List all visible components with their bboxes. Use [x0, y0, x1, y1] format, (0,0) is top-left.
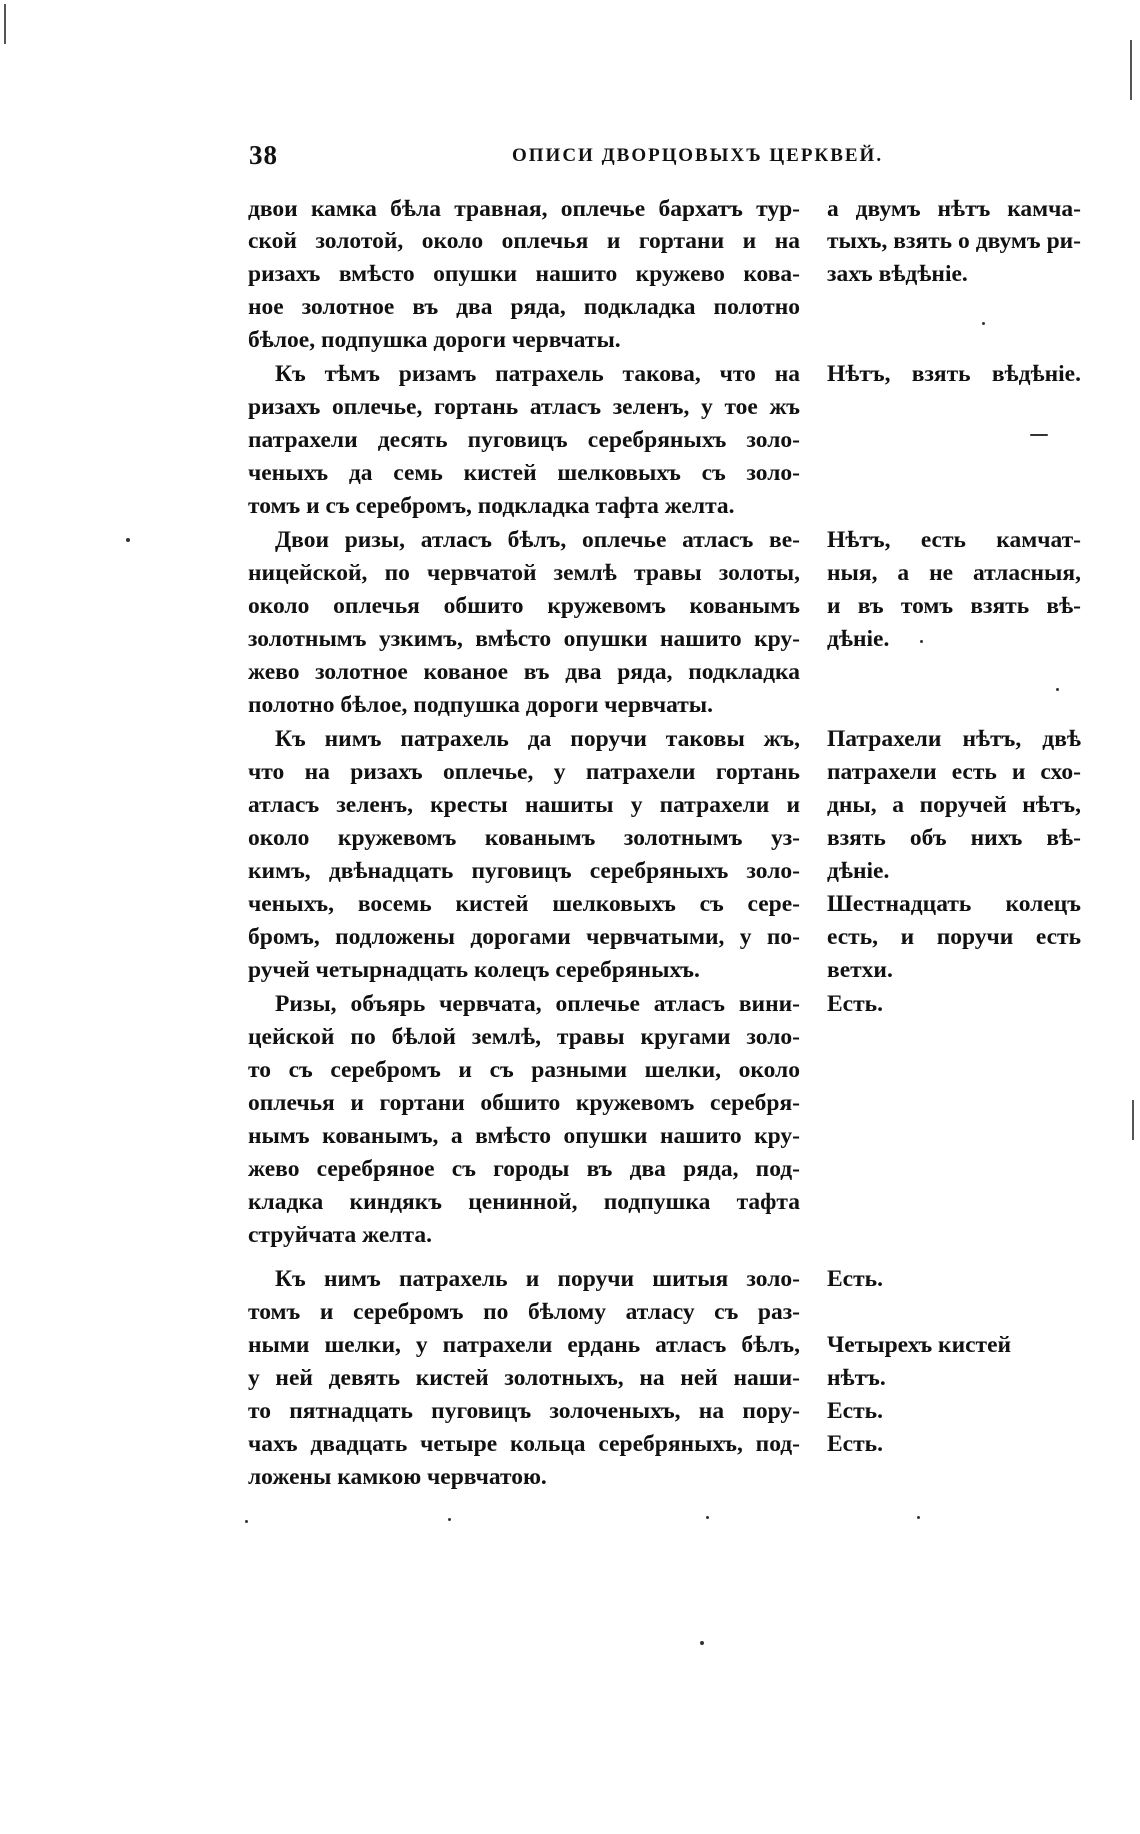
main-text-line: Къ нимъ патрахель и поручи шитыя золо-	[275, 1266, 800, 1292]
scan-speck	[917, 1516, 920, 1519]
main-text-line: Къ тѣмъ ризамъ патрахель такова, что на	[275, 361, 800, 387]
main-text-line: томъ и съ серебромъ, подкладка тафта желта.	[248, 493, 735, 519]
margin-note-line: ныя, а не атласныя,	[827, 560, 1081, 586]
margin-note-line: дны, а поручей нѣтъ,	[827, 792, 1081, 818]
margin-note-line: дѣніе.	[827, 626, 890, 652]
margin-note-line: ветхи.	[827, 957, 893, 983]
scan-speck	[448, 1518, 451, 1521]
margin-note-line: нѣтъ.	[827, 1365, 886, 1391]
margin-note-line: дѣніе.	[827, 858, 890, 884]
scan-speck	[982, 322, 985, 325]
main-text-line: струйчата желта.	[248, 1222, 432, 1248]
margin-note-line: Нѣтъ, взять вѣдѣніе.	[827, 361, 1081, 387]
main-text-line: то пятнадцать пуговицъ золоченыхъ, на пору-	[248, 1398, 800, 1424]
main-text-line: оплечья и гортани обшито кружевомъ серебря-	[248, 1090, 800, 1116]
scan-speck	[126, 538, 130, 542]
main-text-line: двои камка бѣла травная, оплечье бархатъ тур-	[248, 196, 800, 222]
margin-note-line: тыхъ, взять о двумъ ри-	[827, 228, 1081, 254]
page-number: 38	[249, 140, 278, 170]
margin-note-line: а двумъ нѣтъ камча-	[827, 196, 1081, 222]
main-text-line: патрахели десять пуговицъ серебряныхъ золо-	[248, 427, 800, 453]
margin-note-line: Есть.	[827, 1431, 883, 1457]
main-text-line: кимъ, двѣнадцать пуговицъ серебряныхъ золо-	[248, 858, 800, 884]
main-text-line: что на ризахъ оплечье, у патрахели гортань	[248, 759, 800, 785]
main-text-line: ризахъ оплечье, гортань атласъ зеленъ, у тое жъ	[248, 394, 800, 420]
main-text-line: бѣлое, подпушка дороги червчаты.	[248, 327, 621, 353]
margin-note-line: Шестнадцать колецъ	[827, 891, 1081, 917]
main-text-line: ложены камкою червчатою.	[248, 1464, 547, 1490]
main-text-line: нымъ кованымъ, а вмѣсто опушки нашито кру-	[248, 1123, 800, 1149]
margin-note-line: есть, и поручи есть	[827, 924, 1081, 950]
main-text-line: чахъ двадцать четыре кольца серебряныхъ, под-	[248, 1431, 800, 1457]
main-text-line: ченыхъ да семь кистей шелковыхъ съ золо-	[248, 460, 800, 486]
main-text-line: ручей четырнадцать колецъ серебряныхъ.	[248, 957, 700, 983]
main-text-line: у ней девять кистей золотныхъ, на ней наши-	[248, 1365, 800, 1391]
main-text-line: то съ серебромъ и съ разными шелки, около	[248, 1057, 800, 1083]
main-text-line: ными шелки, у патрахели ердань атласъ бѣлъ,	[248, 1332, 800, 1358]
main-text-line: Къ нимъ патрахель да поручи таковы жъ,	[275, 726, 800, 752]
main-text-line: атласъ зеленъ, кресты нашиты у патрахели и	[248, 792, 800, 818]
margin-note-line: Есть.	[827, 1398, 883, 1424]
margin-note-line: взять объ нихъ вѣ-	[827, 825, 1081, 851]
main-text-line: цейской по бѣлой землѣ, травы кругами золо-	[248, 1024, 800, 1050]
scan-speck	[920, 640, 923, 643]
main-text-line: Ризы, объярь червчата, оплечье атласъ вини-	[275, 991, 800, 1017]
margin-note-line: Есть.	[827, 1266, 883, 1292]
margin-note-line: Четырехъ кистей	[827, 1332, 1012, 1358]
main-text-line: жево серебряное съ городы въ два ряда, под-	[248, 1156, 800, 1182]
running-title: ОПИСИ ДВОРЦОВЫХЪ ЦЕРКВЕЙ.	[512, 145, 884, 166]
scan-speck	[1030, 434, 1048, 436]
scan-speck	[700, 1641, 704, 1645]
margin-note-line: и въ томъ взять вѣ-	[827, 593, 1081, 619]
main-text-line: кладка киндякъ ценинной, подпушка тафта	[248, 1189, 800, 1215]
main-text-line: ницейской, по червчатой землѣ травы золоты,	[248, 560, 800, 586]
main-text-line: около оплечья обшито кружевомъ кованымъ	[248, 593, 800, 619]
main-text-line: ное золотное въ два ряда, подкладка полотно	[248, 294, 800, 320]
scan-edge-mark	[1132, 1100, 1134, 1140]
margin-note-line: Есть.	[827, 991, 883, 1017]
main-text-line: ченыхъ, восемь кистей шелковыхъ съ сере-	[248, 891, 800, 917]
main-text-line: полотно бѣлое, подпушка дороги червчаты.	[248, 692, 713, 718]
main-text-line: ской золотой, около оплечья и гортани и на	[248, 228, 800, 254]
main-text-line: жево золотное кованое въ два ряда, подкладка	[248, 659, 800, 685]
scan-speck	[706, 1516, 709, 1519]
scan-edge-mark	[4, 4, 6, 44]
main-text-line: золотнымъ узкимъ, вмѣсто опушки нашито кру-	[248, 626, 800, 652]
scan-edge-mark	[1130, 40, 1132, 100]
margin-note-line: захъ вѣдѣніе.	[827, 261, 968, 287]
scan-speck	[245, 1520, 248, 1523]
scan-speck	[1056, 688, 1059, 691]
main-text-line: Двои ризы, атласъ бѣлъ, оплечье атласъ ве-	[275, 527, 800, 553]
main-text-line: ризахъ вмѣсто опушки нашито кружево кова-	[248, 261, 800, 287]
margin-note-line: Нѣтъ, есть камчат-	[827, 527, 1081, 553]
margin-note-line: патрахели есть и схо-	[827, 759, 1081, 785]
margin-note-line: Патрахели нѣтъ, двѣ	[827, 726, 1081, 752]
main-text-line: около кружевомъ кованымъ золотнымъ уз-	[248, 825, 800, 851]
main-text-line: томъ и серебромъ по бѣлому атласу съ раз-	[248, 1299, 800, 1325]
main-text-line: бромъ, подложены дорогами червчатыми, у по-	[248, 924, 800, 950]
